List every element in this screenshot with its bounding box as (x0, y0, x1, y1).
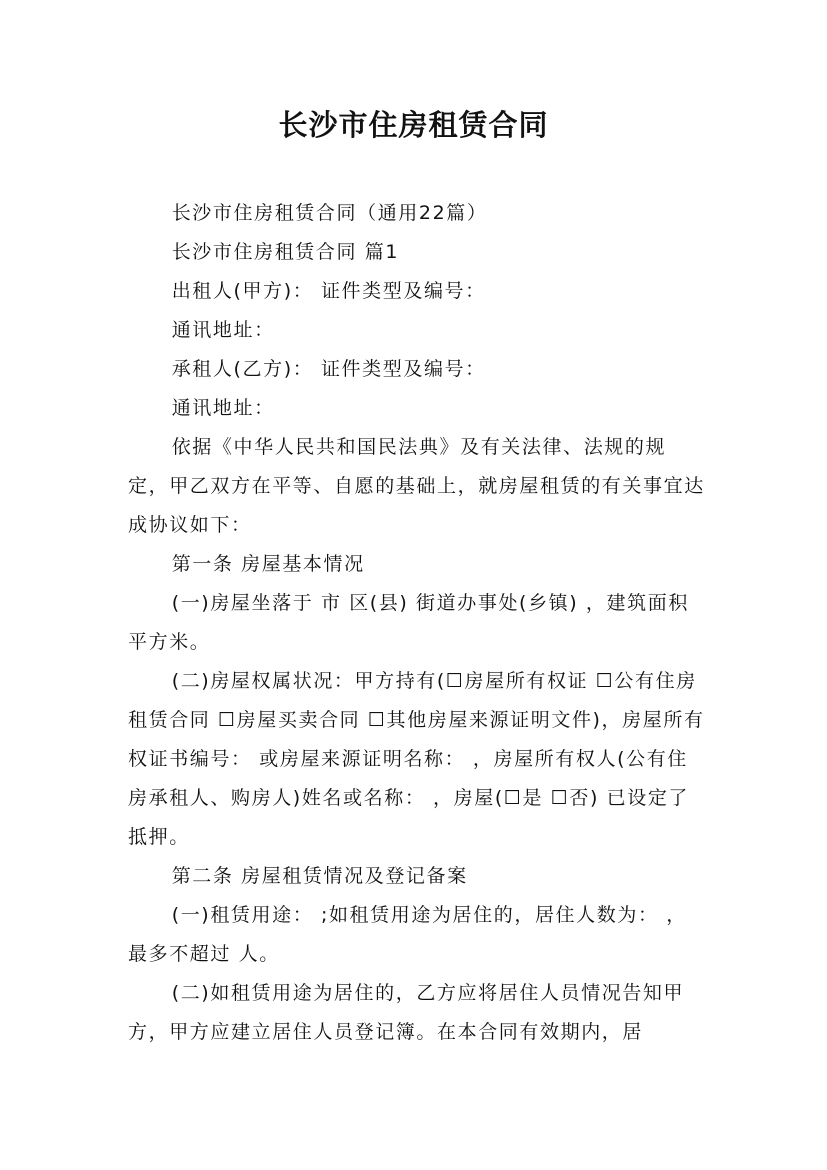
paragraph-subtitle: 长沙市住房租赁合同（通用22篇） (171, 202, 488, 224)
paragraph-article-2-item-1: (一)租赁用途： ;如租赁用途为居住的，居住人数为： ，最多不超过 人。 (128, 904, 687, 965)
paragraph-article-1-item-1: (一)房屋坐落于 市 区(县) 街道办事处(乡镇) ，建筑面积 平方米。 (128, 592, 689, 653)
paragraph-article-1-heading: 第一条 房屋基本情况 (171, 553, 365, 575)
paragraph-article-1-item-2: (二)房屋权属状况：甲方持有(☐房屋所有权证 ☐公有住房租赁合同 ☐房屋买卖合同 ☐其他房屋来源证明文件)，房屋所有权证书编号： 或房屋来源证明名称： ，房屋所有权人(公有住房承租人、购房人)姓名或名称： ，房屋(☐是 ☐否) 已设定了抵押。 (128, 670, 705, 848)
paragraph-article-2-heading: 第二条 房屋租赁情况及登记备案 (171, 865, 468, 887)
paragraph-lessor-address: 通讯地址： (171, 319, 275, 341)
paragraph-article-2-item-2: (二)如租赁用途为居住的，乙方应将居住人员情况告知甲方，甲方应建立居住人员登记簿。在本合同有效期内，居 (128, 982, 685, 1043)
paragraph-section-heading: 长沙市住房租赁合同 篇1 (171, 241, 400, 263)
document-body (128, 194, 706, 1052)
paragraph-lessee: 承租人(乙方)： 证件类型及编号： (171, 358, 486, 380)
paragraph-lessor: 出租人(甲方)： 证件类型及编号： (171, 280, 486, 302)
paragraph-preamble: 依据《中华人民共和国民法典》及有关法律、法规的规定，甲乙双方在平等、自愿的基础上，就房屋租赁的有关事宜达成协议如下： (128, 436, 705, 536)
document-title: 长沙市住房租赁合同 (278, 108, 549, 142)
paragraph-lessee-address: 通讯地址： (171, 397, 275, 419)
